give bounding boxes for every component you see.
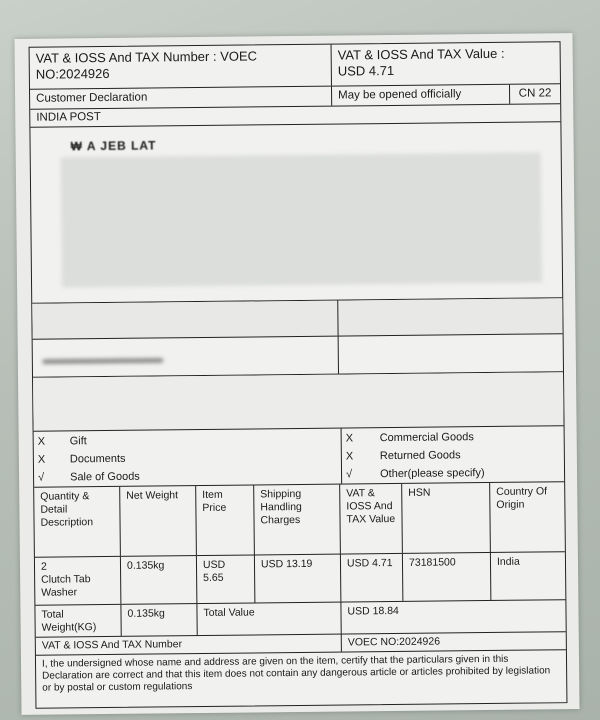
form-code: CN 22 [518, 87, 552, 100]
carrier: INDIA POST [36, 111, 101, 124]
vat-value-label: VAT & IOSS And TAX Value : [337, 45, 505, 63]
category-documents [38, 453, 126, 467]
category-returned-goods [346, 449, 461, 463]
redacted-row-2 [33, 334, 563, 378]
total-value: USD 18.84 [347, 604, 399, 618]
category-sale-of-goods [38, 471, 140, 485]
vat-number-cell [30, 45, 332, 89]
category-label: Returned Goods [379, 449, 461, 463]
address-area [30, 122, 562, 304]
category-mark: √ [345, 468, 353, 481]
item-price-currency: USD [202, 558, 226, 571]
redacted-row-1 [32, 298, 562, 340]
header-vat: VAT & IOSS And TAX Value [340, 484, 403, 554]
category-commercial-goods [346, 431, 474, 445]
header-qty-desc: Quantity & Detail Description [34, 487, 121, 557]
category-mark: X [37, 453, 46, 466]
category-label: Gift [69, 435, 87, 448]
customs-label-sheet [14, 33, 579, 715]
redacted-cell [338, 298, 562, 335]
category-row [34, 426, 565, 488]
vat-value-cell [332, 42, 560, 85]
redaction-blur [61, 152, 542, 287]
category-label: Sale of Goods [70, 470, 140, 484]
category-gift [38, 435, 87, 449]
header-net-weight: Net Weight [120, 486, 197, 556]
redacted-cell [33, 337, 339, 377]
recipient-fragment: ₩ A JEB LAT [70, 138, 157, 154]
footer-vat-label: VAT & IOSS And TAX Number [36, 635, 342, 655]
category-other [346, 467, 485, 481]
vat-number-value: NO:2024926 [35, 65, 110, 82]
header-origin: Country Of Origin [496, 485, 548, 511]
item-net-weight: 0.135kg [121, 556, 197, 604]
header-item-price: Item Price [196, 485, 255, 555]
may-be-opened: May be opened officially [332, 85, 510, 106]
item-price [197, 555, 255, 603]
total-weight: 0.135kg [121, 604, 197, 636]
category-mark: X [345, 450, 354, 463]
category-label: Documents [69, 452, 126, 466]
item-desc: Clutch Tab Washer [41, 573, 91, 599]
item-qty: 2 [40, 560, 47, 573]
category-mark: X [37, 435, 46, 448]
header-hsn: HSN [402, 483, 491, 553]
redaction-line [43, 358, 163, 363]
total-weight-label: Total Weight(KG) [35, 605, 121, 637]
certification-text: I, the undersigned whose name and address are given on the item, certify that the particulars given in this Declaration are correct and that this item does not contain any dangerous article or articles prohibited by legislation or by postal or custom regulations [41, 653, 551, 694]
redacted-cell [339, 334, 563, 373]
category-right [342, 426, 565, 483]
certification-area [36, 650, 567, 708]
customer-declaration: Customer Declaration [30, 87, 332, 109]
category-label: Other(please specify) [379, 467, 485, 481]
item-qty-desc [35, 557, 121, 605]
category-mark: X [345, 432, 354, 445]
footer-vat-value: VOEC NO:2024926 [347, 635, 441, 649]
vat-header-row [30, 42, 560, 90]
header-shipping: Shipping Handling Charges [254, 485, 341, 555]
item-row [35, 552, 565, 606]
category-label: Commercial Goods [379, 431, 474, 445]
item-origin: India [496, 555, 520, 568]
total-value-label: Total Value [197, 603, 341, 636]
redacted-cell [32, 301, 338, 339]
category-left [34, 429, 343, 487]
redacted-row-3 [33, 372, 564, 432]
item-shipping: USD 13.19 [255, 555, 341, 603]
item-price-value: 5.65 [203, 571, 224, 584]
items-table-header [34, 482, 565, 558]
vat-value-value: USD 4.71 [337, 62, 395, 79]
vat-number-label: VAT & IOSS And TAX Number : VOEC [35, 48, 258, 66]
item-hsn: 73181500 [403, 553, 491, 601]
item-vat: USD 4.71 [341, 554, 403, 602]
cn22-form [29, 41, 568, 709]
category-mark: √ [38, 471, 45, 484]
